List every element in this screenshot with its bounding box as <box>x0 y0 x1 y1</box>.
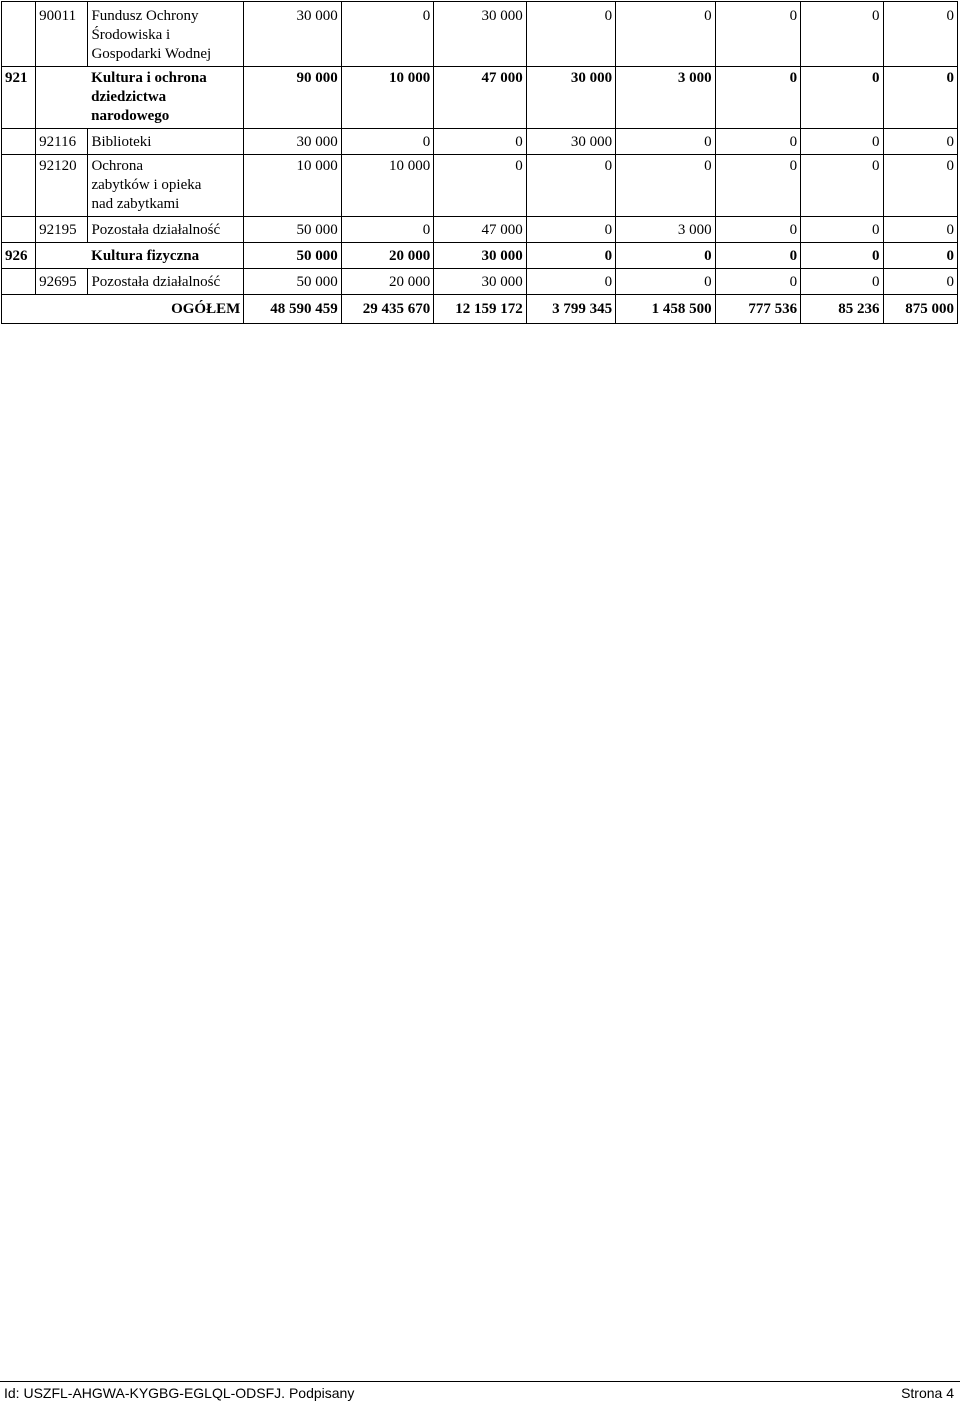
total-row <box>2 295 958 324</box>
value-cell: 0 <box>526 243 615 269</box>
row-name: Ochrona zabytków i opieka nad zabytkami <box>88 155 244 217</box>
value-cell: 0 <box>526 155 615 217</box>
value-cell: 50 000 <box>244 217 342 243</box>
value-cell: 10 000 <box>244 155 342 217</box>
total-value: 29 435 670 <box>341 295 433 324</box>
total-value: 12 159 172 <box>434 295 526 324</box>
value-cell: 0 <box>715 243 800 269</box>
value-cell: 3 000 <box>616 67 716 129</box>
table-row <box>2 269 958 295</box>
dzial-code: 926 <box>2 243 36 269</box>
value-cell: 0 <box>801 67 883 129</box>
value-cell: 0 <box>883 155 957 217</box>
row-name: Kultura fizyczna <box>36 243 244 269</box>
row-name: Kultura i ochrona dziedzictwa narodowego <box>36 67 244 129</box>
table-row-dzial <box>2 243 958 269</box>
dzial-cell <box>2 155 36 217</box>
value-cell: 0 <box>616 129 716 155</box>
value-cell: 90 000 <box>244 67 342 129</box>
document-id: Id: USZFL-AHGWA-KYGBG-EGLQL-ODSFJ. Podpisany <box>4 1385 355 1401</box>
table-row <box>2 217 958 243</box>
value-cell: 30 000 <box>434 2 526 67</box>
value-cell: 0 <box>883 129 957 155</box>
value-cell: 0 <box>526 2 615 67</box>
table-row <box>2 155 958 217</box>
value-cell: 30 000 <box>434 269 526 295</box>
footer-divider <box>0 1381 960 1382</box>
total-value: 1 458 500 <box>616 295 716 324</box>
value-cell: 30 000 <box>526 67 615 129</box>
table-row-dzial <box>2 67 958 129</box>
value-cell: 0 <box>715 269 800 295</box>
value-cell: 0 <box>715 217 800 243</box>
value-cell: 0 <box>526 217 615 243</box>
value-cell: 0 <box>616 243 716 269</box>
value-cell: 0 <box>801 2 883 67</box>
table-row <box>2 2 958 67</box>
value-cell: 0 <box>616 155 716 217</box>
dzial-cell <box>2 2 36 67</box>
value-cell: 0 <box>801 243 883 269</box>
value-cell: 0 <box>616 269 716 295</box>
value-cell: 30 000 <box>526 129 615 155</box>
value-cell: 10 000 <box>341 155 433 217</box>
total-value: 48 590 459 <box>244 295 342 324</box>
rozdzial-code: 92195 <box>36 217 88 243</box>
value-cell: 3 000 <box>616 217 716 243</box>
value-cell: 0 <box>801 129 883 155</box>
value-cell: 0 <box>715 129 800 155</box>
rozdzial-code: 90011 <box>36 2 88 67</box>
value-cell: 0 <box>715 155 800 217</box>
total-value: 3 799 345 <box>526 295 615 324</box>
rozdzial-code: 92695 <box>36 269 88 295</box>
value-cell: 0 <box>341 217 433 243</box>
value-cell: 10 000 <box>341 67 433 129</box>
value-cell: 30 000 <box>244 2 342 67</box>
value-cell: 47 000 <box>434 67 526 129</box>
value-cell: 0 <box>883 217 957 243</box>
value-cell: 0 <box>434 155 526 217</box>
value-cell: 30 000 <box>434 243 526 269</box>
value-cell: 0 <box>883 2 957 67</box>
value-cell: 0 <box>883 243 957 269</box>
value-cell: 0 <box>801 269 883 295</box>
value-cell: 0 <box>616 2 716 67</box>
total-value: 777 536 <box>715 295 800 324</box>
dzial-cell <box>2 129 36 155</box>
value-cell: 30 000 <box>244 129 342 155</box>
table-row <box>2 129 958 155</box>
rozdzial-code: 92116 <box>36 129 88 155</box>
row-name: Pozostała działalność <box>88 269 244 295</box>
value-cell: 0 <box>434 129 526 155</box>
value-cell: 0 <box>715 2 800 67</box>
budget-table <box>1 1 958 324</box>
value-cell: 0 <box>801 155 883 217</box>
value-cell: 50 000 <box>244 243 342 269</box>
value-cell: 47 000 <box>434 217 526 243</box>
value-cell: 0 <box>526 269 615 295</box>
page-footer <box>4 1385 954 1405</box>
row-name: Pozostała działalność <box>88 217 244 243</box>
value-cell: 0 <box>715 67 800 129</box>
page-number: Strona 4 <box>901 1385 954 1401</box>
value-cell: 50 000 <box>244 269 342 295</box>
dzial-cell <box>2 269 36 295</box>
value-cell: 0 <box>801 217 883 243</box>
value-cell: 0 <box>341 129 433 155</box>
row-name: Biblioteki <box>88 129 244 155</box>
value-cell: 0 <box>341 2 433 67</box>
row-name: Fundusz Ochrony Środowiska i Gospodarki Wodnej <box>88 2 244 67</box>
total-value: 875 000 <box>883 295 957 324</box>
value-cell: 0 <box>883 269 957 295</box>
rozdzial-code: 92120 <box>36 155 88 217</box>
value-cell: 0 <box>883 67 957 129</box>
value-cell: 20 000 <box>341 269 433 295</box>
value-cell: 20 000 <box>341 243 433 269</box>
total-label: OGÓŁEM <box>2 295 244 324</box>
dzial-cell <box>2 217 36 243</box>
total-value: 85 236 <box>801 295 883 324</box>
dzial-code: 921 <box>2 67 36 129</box>
